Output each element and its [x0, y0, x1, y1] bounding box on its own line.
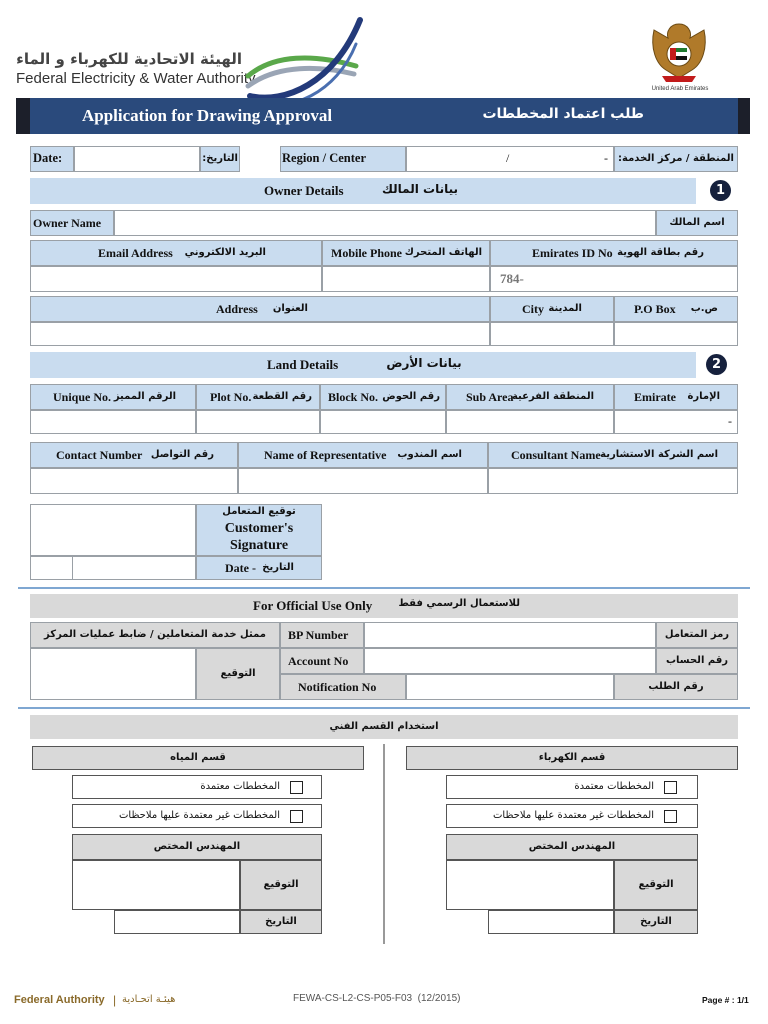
title-bar	[16, 98, 750, 134]
notification-label: Notification No	[298, 680, 377, 694]
emirate-label-arabic: الإمارة	[687, 391, 720, 402]
electric-sign-arabic: التوقيع	[638, 879, 674, 890]
signature-spacer-cell	[30, 556, 74, 580]
rep-input[interactable]	[238, 468, 488, 494]
section-number-1: 1	[710, 180, 731, 201]
address-label-cell	[30, 296, 490, 322]
electric-date-input[interactable]	[488, 910, 614, 934]
pobox-label-arabic: ص.ب	[690, 303, 718, 314]
customer-signature-input[interactable]	[30, 504, 196, 556]
email-label: Email Address	[98, 246, 173, 260]
page-number: Page # : 1/1	[702, 995, 749, 1005]
date-label-arabic: التاريخ:	[202, 153, 238, 164]
page-title-english: Application for Drawing Approval	[82, 106, 333, 125]
official-use-header	[30, 594, 738, 618]
email-label-cell	[30, 240, 322, 266]
emblem-caption: United Arab Emirates	[651, 86, 709, 92]
owner-section-title-arabic: بيانات المالك	[381, 182, 458, 196]
electric-dept-arabic: قسم الكهرباء	[538, 752, 606, 763]
uae-emblem-icon	[648, 18, 710, 88]
account-label-arabic: رقم الحساب	[666, 655, 728, 666]
official-rep-signature-input[interactable]	[30, 648, 196, 700]
water-sign-arabic: التوقيع	[263, 879, 299, 890]
emirate-input[interactable]	[614, 410, 738, 434]
subarea-label-arabic: المنطقة الفرعية	[511, 391, 594, 402]
rep-label-arabic: اسم المندوب	[397, 449, 462, 460]
water-not-approved-label: المخططات غير معتمدة عليها ملاحظات	[119, 810, 280, 821]
title-bar-left-cap	[16, 98, 30, 134]
block-label-arabic: رقم الحوض	[382, 391, 440, 402]
electric-engineer-signature-input[interactable]	[446, 860, 614, 910]
date-label: Date:	[33, 151, 63, 165]
footer-brand-english: Federal Authority	[14, 994, 105, 1006]
pobox-label: P.O Box	[634, 302, 676, 316]
rep-label: Name of Representative	[264, 448, 387, 462]
land-section-title: Land Details	[267, 357, 339, 372]
address-input[interactable]	[30, 322, 490, 346]
unique-label: Unique No.	[53, 390, 112, 404]
unique-input[interactable]	[30, 410, 196, 434]
mobile-label: Mobile Phone	[331, 246, 402, 260]
city-input[interactable]	[490, 322, 614, 346]
email-label-arabic: البريد الالكتروني	[184, 247, 266, 258]
notification-input[interactable]	[406, 674, 614, 700]
org-name-arabic: الهيئة الاتحادية للكهرباء و الماء	[16, 50, 242, 68]
land-section-title-arabic: بيانات الأرض	[386, 356, 462, 370]
contact-label: Contact Number	[56, 448, 143, 462]
signature-date-label-cell	[196, 556, 322, 580]
eid-label: Emirates ID No	[532, 246, 613, 260]
plot-label: Plot No.	[210, 390, 252, 404]
water-approved-label: المخططات معتمدة	[200, 781, 280, 792]
consultant-label: Consultant Name	[511, 448, 601, 462]
water-date-arabic: التاريخ	[265, 916, 297, 927]
section-divider-2	[18, 707, 750, 709]
section-number-2: 2	[706, 354, 727, 375]
subarea-label: Sub Area	[466, 390, 514, 404]
owner-section-title: Owner Details	[264, 183, 344, 198]
water-approved-checkbox[interactable]	[290, 781, 303, 794]
bp-label: BP Number	[288, 628, 349, 642]
electric-engineer-arabic: المهندس المختص	[528, 841, 616, 852]
bp-label-arabic: رمز المتعامل	[664, 629, 730, 640]
eid-input[interactable]	[490, 266, 738, 292]
owner-name-label: Owner Name	[33, 216, 102, 230]
consultant-label-arabic: اسم الشركة الاستشارية	[600, 449, 718, 460]
owner-name-arabic: اسم المالك	[669, 217, 725, 228]
customer-signature-line2: Signature	[229, 538, 289, 553]
form-code: FEWA-CS-L2-CS-P05-F03 (12/2015)	[293, 993, 461, 1004]
unique-label-arabic: الرقم المميز	[113, 391, 176, 402]
subarea-input[interactable]	[446, 410, 614, 434]
address-label-arabic: العنوان	[272, 303, 308, 314]
city-label-arabic: المدينة	[548, 303, 582, 314]
account-label: Account No	[288, 654, 349, 668]
plot-input[interactable]	[196, 410, 320, 434]
eid-prefix: 784-	[500, 271, 524, 286]
region-label: Region / Center	[282, 151, 367, 165]
owner-section-header	[30, 178, 696, 204]
section-divider-1	[18, 587, 750, 589]
account-input[interactable]	[364, 648, 656, 674]
region-separator-slash: /	[506, 151, 510, 165]
bp-input[interactable]	[364, 622, 656, 648]
mobile-input[interactable]	[322, 266, 490, 292]
electric-approved-checkbox[interactable]	[664, 781, 677, 794]
notification-label-arabic: رقم الطلب	[648, 681, 704, 692]
block-input[interactable]	[320, 410, 446, 434]
water-engineer-arabic: المهندس المختص	[153, 841, 241, 852]
contact-input[interactable]	[30, 468, 238, 494]
footer-brand-arabic: هيئـة اتحـادية	[122, 994, 176, 1005]
region-separator-dash: -	[604, 151, 608, 165]
pobox-label-cell	[614, 296, 738, 322]
title-bar-right-cap	[738, 98, 750, 134]
signature-date-input[interactable]	[72, 556, 196, 580]
emirate-label: Emirate	[634, 390, 676, 404]
block-label: Block No.	[328, 390, 379, 404]
city-label: City	[522, 302, 544, 316]
region-label-arabic: المنطقة / مركز الخدمة:	[618, 153, 734, 164]
contact-label-arabic: رقم التواصل	[150, 449, 214, 460]
water-not-approved-checkbox[interactable]	[290, 810, 303, 823]
org-name-english: Federal Electricity & Water Authority	[16, 70, 256, 87]
land-section-header	[30, 352, 696, 378]
eid-label-arabic: رقم بطاقة الهوية	[617, 247, 704, 258]
customer-signature-line1: Customer's	[224, 521, 294, 536]
signature-date-arabic: التاريخ	[262, 562, 294, 573]
consultant-input[interactable]	[488, 468, 738, 494]
email-input[interactable]	[30, 266, 322, 292]
electric-not-approved-checkbox[interactable]	[664, 810, 677, 823]
official-use-title: For Official Use Only	[253, 598, 373, 613]
water-date-input[interactable]	[114, 910, 240, 934]
footer-brand-separator: |	[113, 993, 117, 1007]
customer-signature-arabic: توقيع المتعامل	[222, 506, 296, 517]
emirate-value: -	[728, 414, 732, 428]
owner-name-input[interactable]	[114, 210, 656, 236]
electric-date-arabic: التاريخ	[640, 916, 672, 927]
address-label: Address	[216, 302, 258, 316]
official-sign-arabic: التوقيع	[220, 668, 256, 679]
official-rep-arabic: ممثل خدمة المتعاملين / ضابط عمليات المركز	[44, 629, 266, 640]
region-input[interactable]	[406, 146, 614, 172]
official-use-title-arabic: للاستعمال الرسمي فقط	[398, 598, 520, 609]
electric-not-approved-label: المخططات غير معتمدة عليها ملاحظات	[493, 810, 654, 821]
signature-date-label: Date -	[225, 561, 256, 575]
date-input[interactable]	[74, 146, 200, 172]
plot-label-arabic: رقم القطعة	[252, 391, 312, 402]
page-title-arabic: طلب اعتماد المخططات	[482, 106, 644, 122]
mobile-label-arabic: الهاتف المتحرك	[404, 247, 482, 258]
electric-approved-label: المخططات معتمدة	[574, 781, 654, 792]
technical-center-divider	[383, 744, 385, 944]
pobox-input[interactable]	[614, 322, 738, 346]
water-engineer-signature-input[interactable]	[72, 860, 240, 910]
technical-use-title-arabic: استخدام القسم الفني	[329, 721, 439, 732]
water-dept-arabic: قسم المياه	[170, 752, 226, 763]
